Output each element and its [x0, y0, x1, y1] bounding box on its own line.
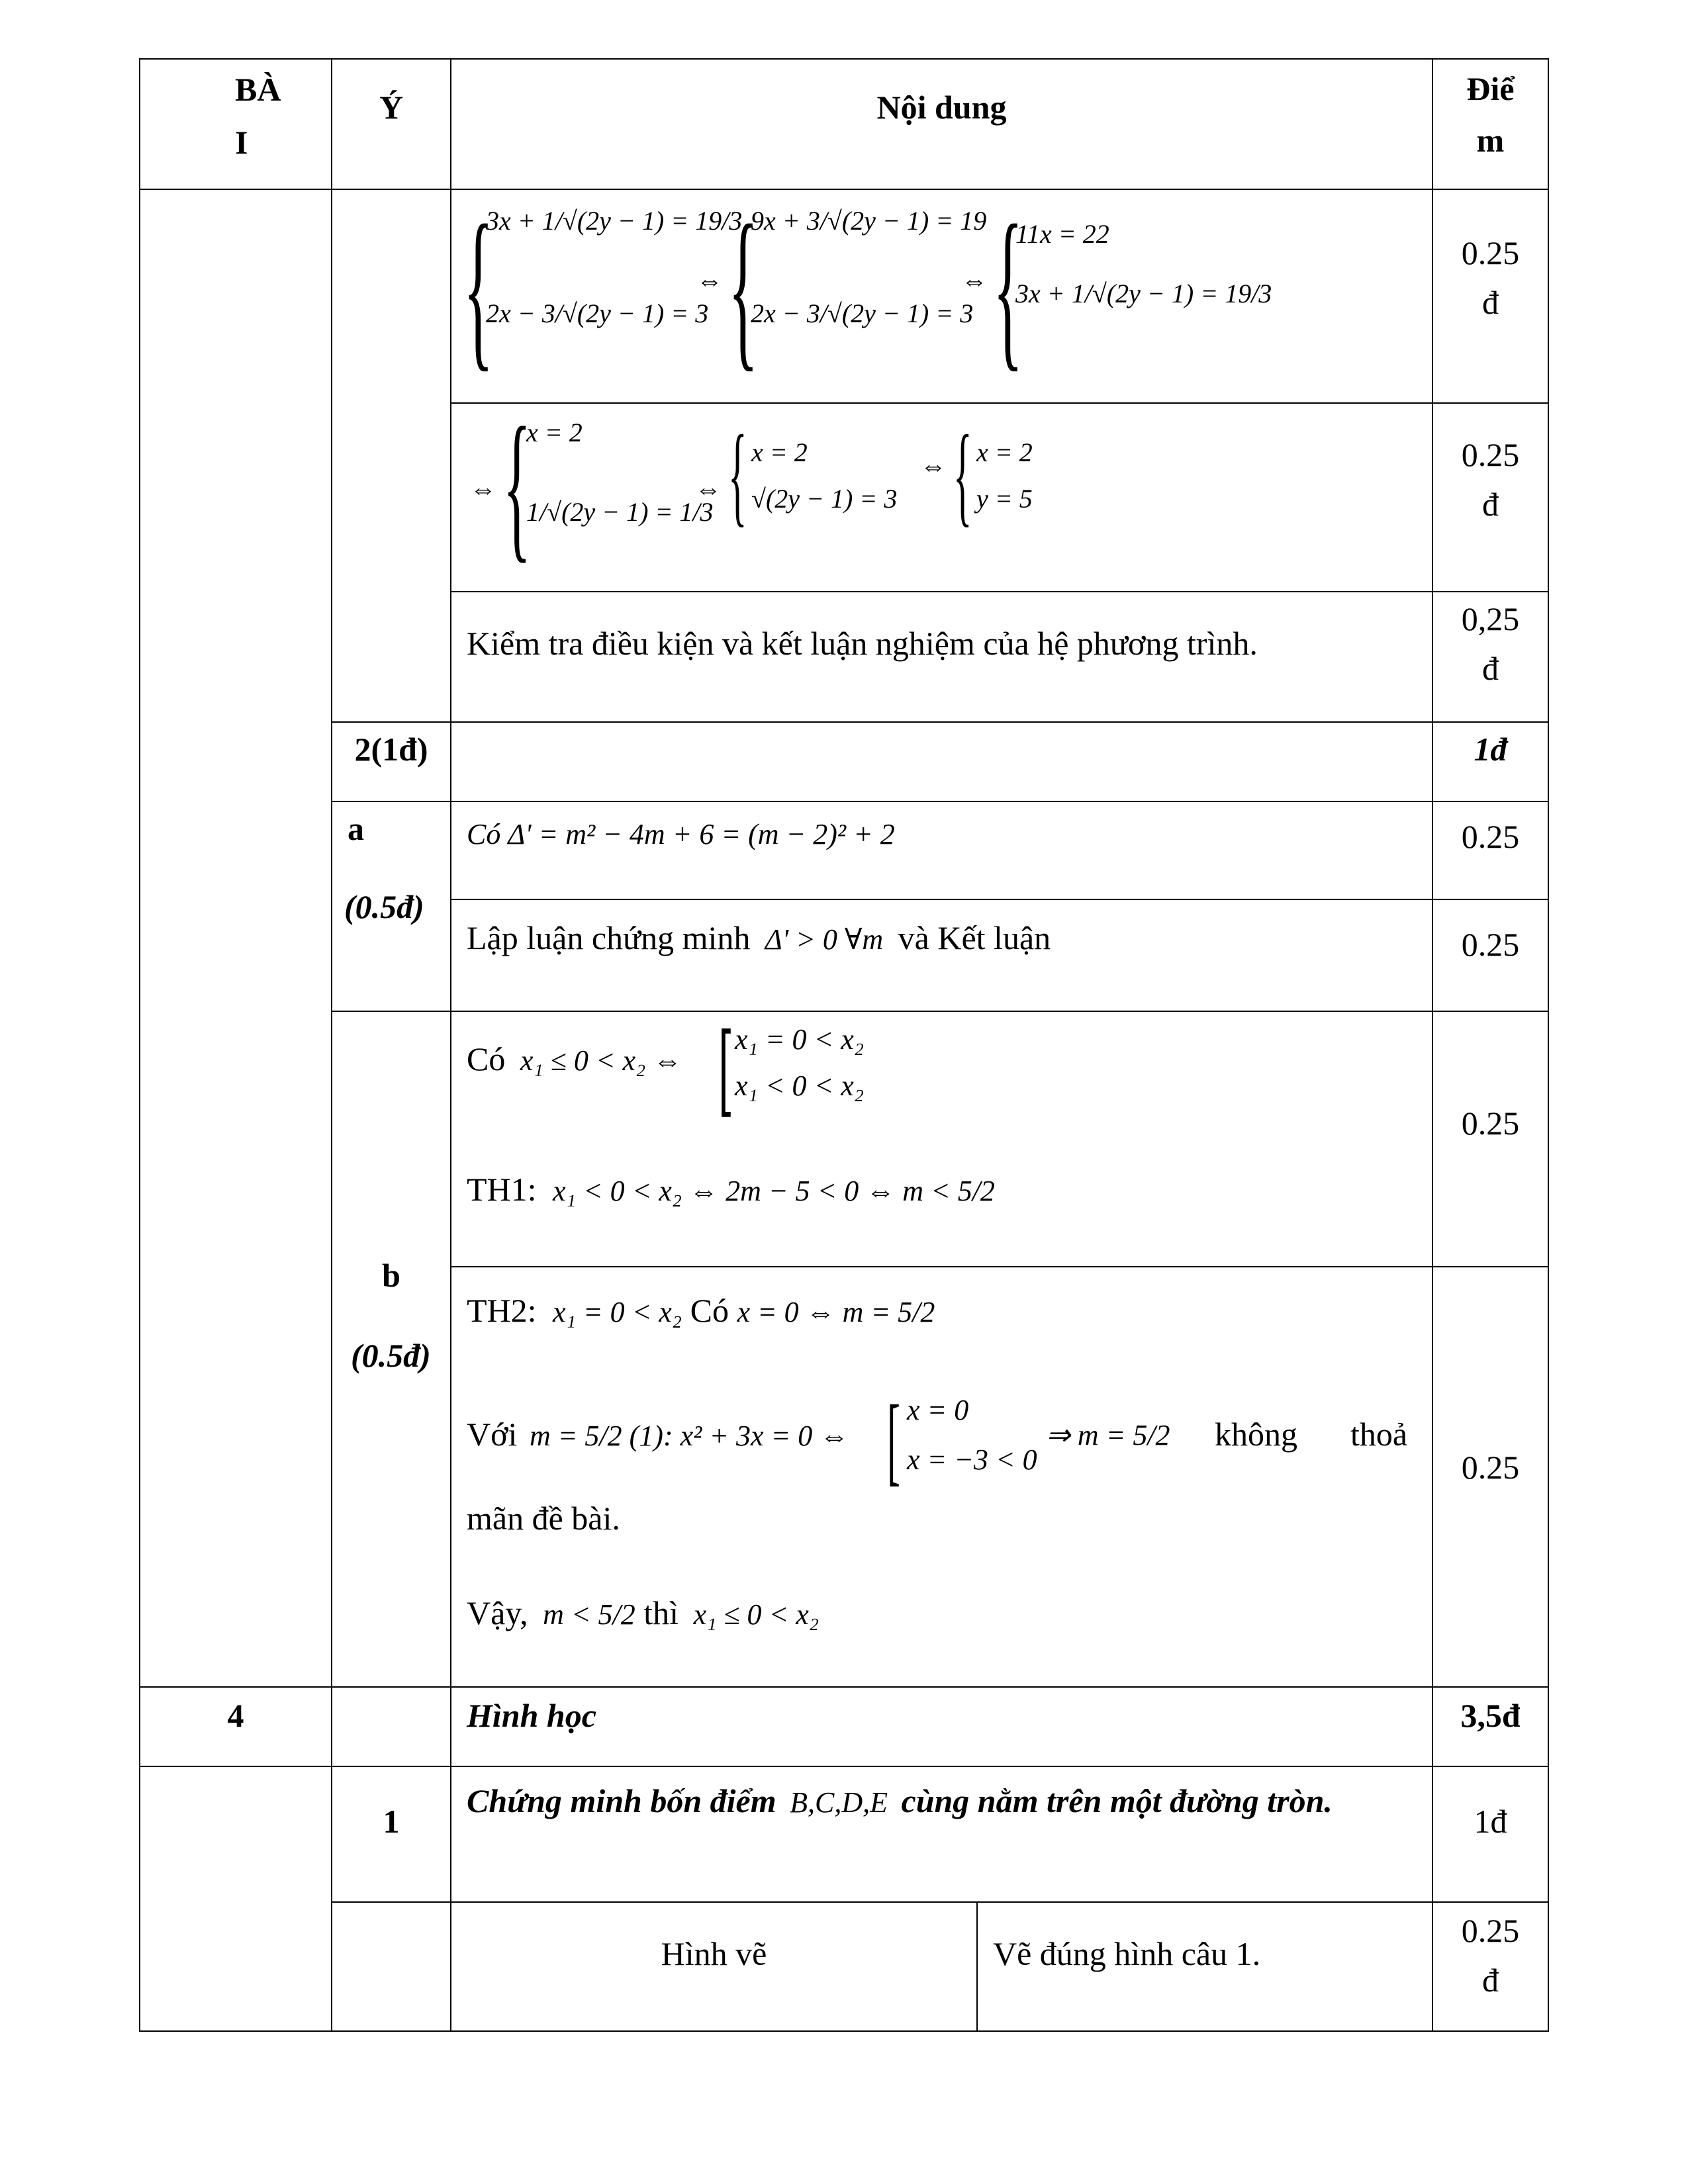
geo-figure-criteria: Vẽ đúng hình câu 1. — [993, 1935, 1261, 1972]
geo-1-score: 1đ — [1474, 1803, 1507, 1840]
geo-2-score: 0.25 đ — [1461, 1912, 1520, 1999]
part-b-label: b — [382, 1257, 400, 1294]
equation-system-1: { 3x + 1/√(2y − 1) = 19/3 2x − 3/√(2y − 1) = 3 ⇔ { 9x + 3/√(2y − 1) = 19 2x − 3/√(2y − 1) = 3 ⇔ { 11x = 22 3x + 1/√(2y − 1) = 19/3 — [463, 189, 1272, 387]
eq-a1: 3x + 1/√(2y − 1) = 19/3 — [486, 206, 743, 236]
part-2-label: 2(1đ) — [354, 731, 428, 768]
eq-b1: 9x + 3/√(2y − 1) = 19 — [751, 206, 987, 236]
geo-1-label: 1 — [383, 1803, 400, 1840]
part-2-score: 1đ — [1474, 731, 1507, 768]
score-check: 0,25 đ — [1461, 600, 1520, 687]
header-bai: BÀI — [235, 71, 281, 161]
geo-figure-label: Hình vẽ — [661, 1935, 767, 1972]
geo-1-statement: Chứng minh bốn điểm B,C,D,E cùng nằm trên một đường tròn. — [467, 1782, 1333, 1819]
header-diem: Điểm — [1466, 70, 1515, 159]
geo-bai-number: 4 — [227, 1697, 244, 1734]
part-a-points: (0.5đ) — [344, 888, 424, 925]
geo-title: Hình học — [467, 1697, 596, 1734]
delta-formula: Có Δ' = m² − 4m + 6 = (m − 2)² + 2 — [467, 818, 895, 850]
check-conditions-text: Kiểm tra điều kiện và kết luận nghiệm của hệ phương trình. — [467, 625, 1258, 662]
equation-system-2: ⇔ { x = 2 1/√(2y − 1) = 1/3 ⇔ { x = 2 √(2y − 1) = 3 ⇔ { x = 2 y = 5 — [470, 394, 1033, 577]
delta-positive-argument: Lập luận chứng minh Δ' > 0 ∀m và Kết luận — [467, 919, 1051, 956]
score-b2: 0.25 — [1461, 1449, 1520, 1486]
answer-key-page: BÀI Ý Nội dung Điểm { 3x + 1/√(2y − 1) = 19/3 2x − 3/√(2y − 1) = 3 ⇔ { 9x + 3/√(2y − 1) = 19 2x − 3/√(2y − 1) = 3 ⇔ { 11x = 22 3x + 1/√(2y − 1) = 19/3 0.25 đ ⇔ { x = 2 1/√(2y − 1) = 1/3 ⇔ { x = 2 √(2y − 1) = 3 ⇔ { x = 2 y = 5 0.25 đ Kiểm tra điều kiện và kết luận nghiệm của hệ phương trình. 0,25 đ 2(1đ) 1đ a (0.5đ) Có Δ' = m² − 4m + 6 = (m − 2)² + 2 0.25 Lập luận chứng minh Δ' > 0 ∀m và Kết luận 0.25 Có x₁ ≤ 0 < x₂ ⇔ [ x₁ = 0 < x₂ x₁ < 0 < x₂ TH1: x₁ < 0 < x₂ ⇔ 2m − 5 < 0 ⇔ m < 5/2 0.25 b (0.5đ) TH2: x₁ = 0 < x₂ Có x = 0 ⇔ m = 5/2 Với m = 5/2 (1): x² + 3x = 0 ⇔ [ x = 0 x = −3 < 0 ⇒ m = 5/2 không thoả mãn đề bài. Vậy, m < 5/2 thì x₁ ≤ 0 < x₂ 0.25 4 Hình học 3,5đ 1 Chứng minh bốn điểm B,C,D,E cùng nằm trên một đường tròn. 1đ Hình vẽ Vẽ đúng hình câu 1. 0.25 đ — [0, 0, 1688, 2184]
eq-c2: 3x + 1/√(2y − 1) = 19/3 — [1015, 279, 1272, 308]
score-sys2: 0.25 đ — [1461, 436, 1520, 523]
score-sys1: 0.25 đ — [1461, 234, 1520, 321]
part-a-label: a — [348, 810, 364, 847]
part-b-points: (0.5đ) — [351, 1337, 431, 1374]
geo-score: 3,5đ — [1460, 1697, 1521, 1734]
eq-b2: 2x − 3/√(2y − 1) = 3 — [751, 298, 974, 328]
header-noidung: Nội dung — [876, 89, 1007, 126]
score-a1: 0.25 — [1461, 818, 1520, 855]
header-y: Ý — [379, 89, 404, 126]
eq-a2: 2x − 3/√(2y − 1) = 3 — [486, 298, 709, 328]
eq-c1: 11x = 22 — [1015, 219, 1109, 249]
score-a2: 0.25 — [1461, 926, 1520, 963]
score-b1: 0.25 — [1461, 1105, 1520, 1142]
